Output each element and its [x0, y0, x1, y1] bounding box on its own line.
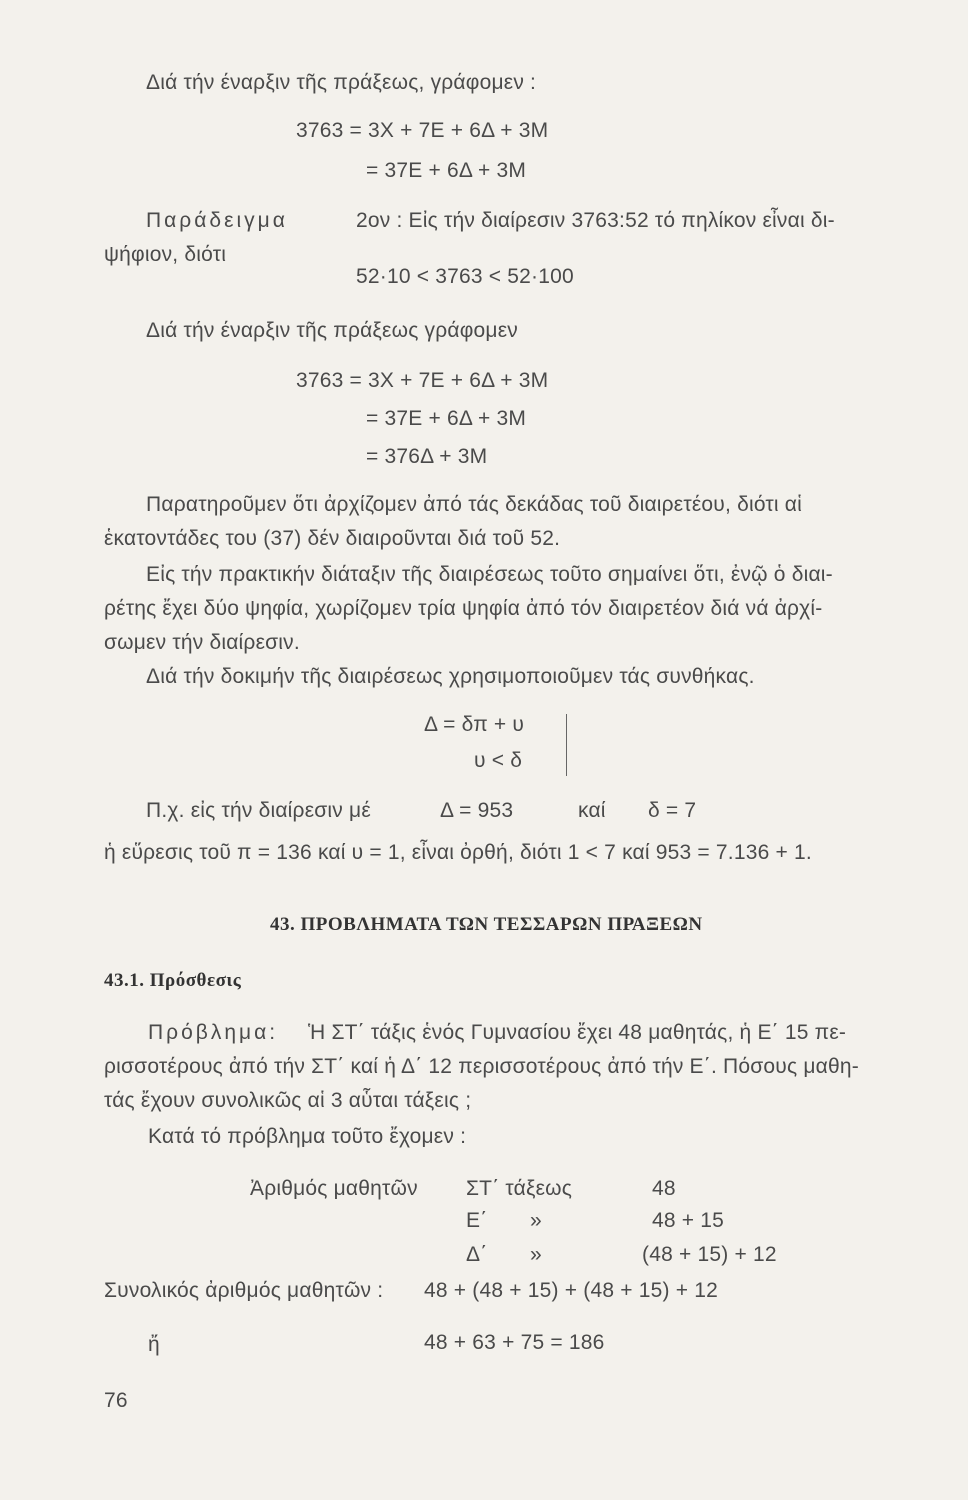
brace-mark	[566, 714, 567, 776]
text-line: Εἰς τήν πρακτικήν διάταξιν τῆς διαιρέσεως τοῦτο σημαίνει ὅτι, ἐνῷ ὁ διαι-	[146, 563, 833, 586]
text-line: Διά τήν έναρξιν τῆς πράξεως, γράφομεν :	[146, 71, 537, 94]
text-fragment: Δ = 953	[440, 799, 514, 822]
text-line: 2ον : Εἰς τήν διαίρεσιν 3763:52 τό πηλίκον εἶναι δι-	[356, 209, 835, 232]
text-line: Διά τήν έναρξιν τῆς πράξεως γράφομεν	[146, 319, 518, 342]
ditto-mark: »	[530, 1243, 542, 1266]
text-line: ρέτης ἔχει δύο ψηφία, χωρίζομεν τρία ψηφία ἀπό τόν διαιρετέον διά νά ἀρχί-	[104, 597, 823, 620]
text-line: τάς ἔχουν συνολικῶς αἱ 3 αὗται τάξεις ;	[104, 1089, 472, 1112]
condition-line: Δ = δπ + υ	[424, 713, 525, 736]
section-heading: 43. ΠΡΟΒΛΗΜΑΤΑ ΤΩΝ ΤΕΣΣΑΡΩΝ ΠΡΑΞΕΩΝ	[270, 914, 703, 935]
problem-label: Πρόβλημα:	[148, 1021, 279, 1044]
table-value: 48 + 15	[652, 1209, 725, 1232]
table-value: 48	[652, 1177, 676, 1200]
or-label: ἤ	[148, 1333, 160, 1356]
table-class: Ε΄	[466, 1209, 488, 1232]
text-fragment: δ = 7	[648, 799, 697, 822]
table-class: Δ΄	[466, 1243, 488, 1266]
text-line: Π.χ. εἰς τήν διαίρεσιν μέ	[146, 799, 371, 822]
page-number: 76	[104, 1389, 128, 1412]
equation-line: = 37Ε + 6Δ + 3Μ	[366, 159, 527, 182]
inequality-line: 52·10 < 3763 < 52·100	[356, 265, 574, 288]
text-line: Παρατηροῦμεν ὅτι ἀρχίζομεν ἀπό τάς δεκάδας τοῦ διαιρετέου, διότι αἱ	[146, 493, 803, 516]
text-line: Ἡ ΣΤ΄ τάξις ἑνός Γυμνασίου ἔχει 48 μαθητάς, ἡ Ε΄ 15 πε-	[308, 1021, 847, 1044]
total-label: Συνολικός ἀριθμός μαθητῶν :	[104, 1279, 384, 1302]
subsection-heading: 43.1. Πρόσθεσις	[104, 970, 242, 991]
text-line: Διά τήν δοκιμήν τῆς διαιρέσεως χρησιμοποιοῦμεν τάς συνθήκας.	[146, 665, 755, 688]
equation-line: = 37Ε + 6Δ + 3Μ	[366, 407, 527, 430]
text-line: ψήφιον, διότι	[104, 243, 227, 266]
example-label: Παράδειγμα	[146, 209, 288, 232]
text-fragment: καί	[578, 799, 606, 822]
equation-line: = 376Δ + 3Μ	[366, 445, 488, 468]
equation-line: 3763 = 3Χ + 7Ε + 6Δ + 3Μ	[296, 369, 549, 392]
text-line: ἡ εὕρεσις τοῦ π = 136 καί υ = 1, εἶναι ὀρθή, διότι 1 < 7 καί 953 = 7.136 + 1.	[104, 841, 812, 864]
total-expression: 48 + (48 + 15) + (48 + 15) + 12	[424, 1279, 718, 1302]
ditto-mark: »	[530, 1209, 542, 1232]
equation-line: 3763 = 3Χ + 7Ε + 6Δ + 3Μ	[296, 119, 549, 142]
condition-line: υ < δ	[474, 749, 523, 772]
table-label: Ἀριθμός μαθητῶν	[250, 1177, 418, 1200]
text-line: σωμεν τήν διαίρεσιν.	[104, 631, 300, 654]
text-line: Κατά τό πρόβλημα τοῦτο ἔχομεν :	[148, 1125, 467, 1148]
text-line: ἑκατοντάδες του (37) δέν διαιροῦνται διά τοῦ 52.	[104, 527, 561, 550]
result-expression: 48 + 63 + 75 = 186	[424, 1331, 605, 1354]
table-value: (48 + 15) + 12	[642, 1243, 777, 1266]
text-line: ρισσοτέρους ἀπό τήν ΣΤ΄ καί ἡ Δ΄ 12 περισσοτέρους ἀπό τήν Ε΄. Πόσους μαθη-	[104, 1055, 859, 1078]
table-class: ΣΤ΄ τάξεως	[466, 1177, 573, 1200]
